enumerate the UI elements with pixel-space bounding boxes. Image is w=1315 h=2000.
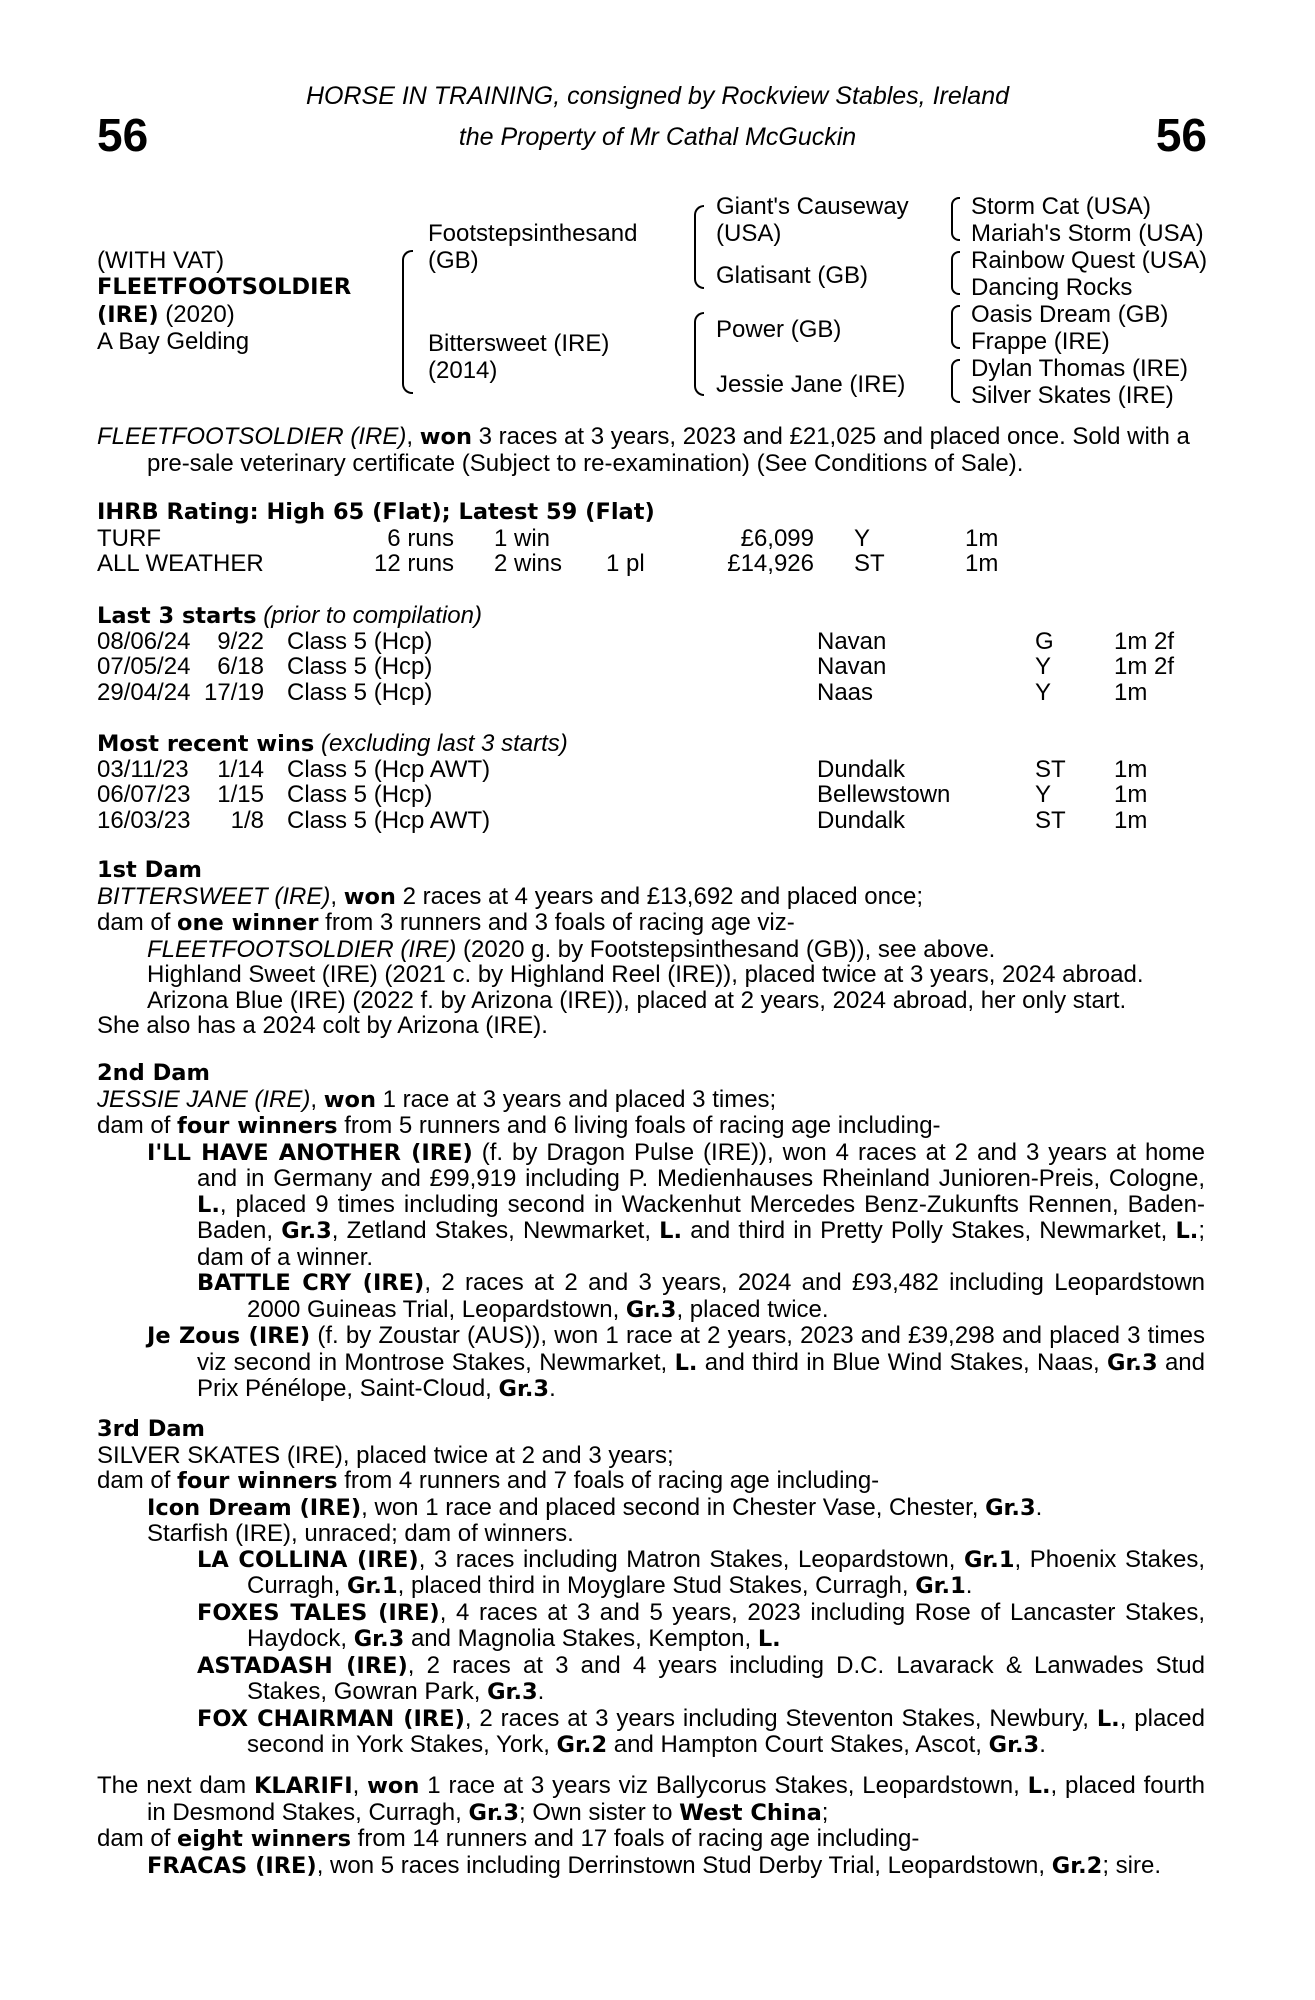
race-row: 16/03/23 1/8 Class 5 (Hcp AWT) Dundalk ST 1m [97,806,1148,834]
first-dam-section: 1st Dam BITTERSWEET (IRE), won 2 races at 4 years and £13,692 and placed once; dam of one winner from 3 runners and 3 foals of racing age viz- FLEETFOOTSOLDIER (IRE) (2020 g. by Footstepsinthesand (GB)), see above. Highland Sweet (IRE) (2021 c. by Highland Reel (IRE)), placed twice at 3 years, 2024 abroad. Arizona Blue (IRE) (2022 f. by Arizona (IRE)), placed at 2 years, 2024 abroad, her only start. She also has a 2024 colt by Arizona (IRE). [97,858,1205,1039]
foal-entry: Highland Sweet (IRE) (2021 c. by Highland Reel (IRE)), placed twice at 3 years, 2024 abroad. [147,961,1144,988]
progeny-entry: I'LL HAVE ANOTHER (IRE) (f. by Dragon Pulse (IRE)), won 4 races at 2 and 3 years at home and in Germany and £99,919 including P. Medienhauses Rheinland Junioren-Preis, Cologne, L., placed 9 times including second in Wackenhut Mercedes Benz-Zukunfts Rennen, Baden-Baden, Gr.3, Zetland Stakes, Newmarket, L. and third in Pretty Polly Stakes, Newmarket, L.; dam of a winner. [147,1138,1205,1271]
owner-line: the Property of Mr Cathal McGuckin [458,123,857,151]
race-row: 29/04/24 17/19 Class 5 (Hcp) Naas Y 1m [97,678,1148,706]
pedigree-brace-1 [402,250,413,394]
progeny-entry: Je Zous (IRE) (f. by Zoustar (AUS)), won 1 race at 2 years, 2023 and £39,298 and placed 3 times viz second in Montrose Stakes, Newmarket, L. and third in Blue Wind Stakes, Naas, Gr.3 and Prix Pénélope, Saint-Cloud, Gr.3. [147,1322,1205,1402]
foal-entry: Arizona Blue (IRE) (2022 f. by Arizona (IRE)), placed at 2 years, 2024 abroad, her only start. [147,986,1127,1014]
second-dam-title: 2nd Dam [97,1060,210,1086]
horse-description: A Bay Gelding [97,328,250,355]
ihrb-row: ALL WEATHER 12 runs 2 wins 1 pl £14,926 ST 1m [97,550,999,577]
great-grandparent-2: Mariah's Storm (USA) [971,220,1204,247]
progeny-entry: BATTLE CRY (IRE), 2 races at 2 and 3 years, 2024 and £93,482 including Leopardstown 2000 Guineas Trial, Leopardstown, Gr.3, placed twice. [197,1269,1206,1323]
dam-name: Bittersweet (IRE) [428,330,610,357]
horse-origin-year: (IRE) (2020) [97,301,235,328]
consignor-line: HORSE IN TRAINING, consigned by Rockview Stables, Ireland [305,82,1010,110]
recent-wins-title: Most recent wins (excluding last 3 starts) [97,730,568,757]
pedigree-brace-2 [694,205,704,289]
great-grandparent-4: Dancing Rocks [971,274,1133,301]
great-grandparent-8: Silver Skates (IRE) [971,382,1174,409]
grandsire-1: Giant's Causeway [716,193,909,220]
pedigree-brace-7 [951,359,960,403]
intro-paragraph: FLEETFOOTSOLDIER (IRE), won 3 races at 3 years, 2023 and £21,025 and placed once. Sold with a pre-sale veterinary certificate (Subject to re-examination) (See Conditions of Sale). [97,423,1190,477]
last-3-title: Last 3 starts (prior to compilation) [97,602,482,629]
progeny-entry: FRACAS (IRE), won 5 races including Derrinstown Stud Derby Trial, Leopardstown, Gr.2; sire. [147,1851,1161,1879]
granddam-1: Glatisant (GB) [716,262,869,289]
granddam-2: Jessie Jane (IRE) [716,371,906,398]
ihrb-row: TURF 6 runs 1 win £6,099 Y 1m [97,524,999,552]
great-grandparent-6: Frappe (IRE) [971,328,1110,355]
intro-horse-name: FLEETFOOTSOLDIER (IRE) [97,423,407,450]
recent-wins-section [97,731,1205,833]
dam-year: (2014) [428,357,498,384]
third-dam-section: 3rd Dam SILVER SKATES (IRE), placed twice at 2 and 3 years; dam of four winners from 4 runners and 7 foals of racing age including- Icon Dream (IRE), won 1 race and placed second in Chester Vase, Chester, Gr.3. Starfish (IRE), unraced; dam of winners. LA COLLINA (IRE), 3 races including Matron Stakes, Leopardstown, Gr.1, Phoenix Stakes, Curragh, Gr.1, placed third in Moyglare Stud Stakes, Curragh, Gr.1. FOXES TALES (IRE), 4 races at 3 and 5 years, 2023 including Rose of Lancaster Stakes, Haydock, Gr.3 and Magnolia Stakes, Kempton, L. ASTADASH (IRE), 2 races at 3 and 4 years including D.C. Lavarack & Lanwades Stud Stakes, Gowran Park, Gr.3. FOX CHAIRMAN (IRE), 2 races at 3 years including Steventon Stakes, Newbury, L., placed second in York Stakes, York, Gr.2 and Hampton Court Stakes, Ascot, Gr.3. [97,1416,1206,1758]
ihrb-section [97,500,1205,577]
foal-note: She also has a 2024 colt by Arizona (IRE). [97,1012,548,1039]
great-grandparent-1: Storm Cat (USA) [971,193,1152,220]
ihrb-title: IHRB Rating: High 65 (Flat); Latest 59 (Flat) [97,499,655,525]
first-dam-title: 1st Dam [97,857,202,883]
progeny-entry: FOXES TALES (IRE), 4 races at 3 and 5 years, 2023 including Rose of Lancaster Stakes, Haydock, Gr.3 and Magnolia Stakes, Kempton, L. [197,1598,1205,1652]
progeny-entry: Icon Dream (IRE), won 1 race and placed second in Chester Vase, Chester, Gr.3. [147,1493,1043,1521]
foal-entry: FLEETFOOTSOLDIER (IRE) (2020 g. by Footstepsinthesand (GB)), see above. [147,935,996,963]
pedigree-brace-4 [951,197,960,241]
lot-number-right: 56 [1155,109,1207,161]
race-row: 07/05/24 6/18 Class 5 (Hcp) Navan Y 1m 2f [97,653,1175,680]
race-row: 06/07/23 1/15 Class 5 (Hcp) Bellewstown Y 1m [97,781,1148,808]
vat-label: (WITH VAT) [97,247,225,274]
second-dam-section: 2nd Dam JESSIE JANE (IRE), won 1 race at 3 years and placed 3 times; dam of four winners from 5 runners and 6 living foals of racing age including- I'LL HAVE ANOTHER (IRE) (f. by Dragon Pulse (IRE)), won 4 races at 2 and 3 years at home and in Germany and £99,919 including P. Medienhauses Rheinland Junioren-Preis, Cologne, L., placed 9 times including second in Wackenhut Mercedes Benz-Zukunfts Rennen, Baden-Baden, Gr.3, Zetland Stakes, Newmarket, L. and third in Pretty Polly Stakes, Newmarket, L.; dam of a winner. BATTLE CRY (IRE), 2 races at 2 and 3 years, 2024 and £93,482 including Leopardstown 2000 Guineas Trial, Leopardstown, Gr.3, placed twice. Je Zous (IRE) (f. by Zoustar (AUS)), won 1 race at 2 years, 2023 and £39,298 and placed 3 times viz second in Montrose Stakes, Newmarket, L. and third in Blue Wind Stakes, Naas, Gr.3 and Prix Pénélope, Saint-Cloud, Gr.3. [97,1060,1206,1402]
progeny-entry: Starfish (IRE), unraced; dam of winners. [147,1520,574,1547]
next-dam-section: The next dam KLARIFI, won 1 race at 3 years viz Ballycorus Stakes, Leopardstown, L., placed fourth in Desmond Stakes, Curragh, Gr.3; Own sister to West China; dam of eight winners from 14 runners and 17 foals of racing age including- FRACAS (IRE), won 5 races including Derrinstown Stud Derby Trial, Leopardstown, Gr.2; sire. [97,1772,1205,1879]
great-grandparent-5: Oasis Dream (GB) [971,301,1169,328]
grandsire-2: Power (GB) [716,316,842,343]
pedigree-brace-5 [951,251,960,295]
sire-name: Footstepsinthesand [428,220,638,247]
progeny-entry: FOX CHAIRMAN (IRE), 2 races at 3 years including Steventon Stakes, Newbury, L., placed second in York Stakes, York, Gr.2 and Hampton Court Stakes, Ascot, Gr.3. [197,1704,1206,1758]
third-dam-title: 3rd Dam [97,1416,205,1442]
great-grandparent-3: Rainbow Quest (USA) [971,247,1208,274]
great-grandparent-7: Dylan Thomas (IRE) [971,355,1188,382]
race-row: 08/06/24 9/22 Class 5 (Hcp) Navan G 1m 2f [97,627,1175,655]
pedigree-brace-6 [951,305,960,349]
grandsire-1-origin: (USA) [716,220,782,247]
lot-number-left: 56 [97,109,149,161]
progeny-entry: LA COLLINA (IRE), 3 races including Matron Stakes, Leopardstown, Gr.1, Phoenix Stakes, Curragh, Gr.1, placed third in Moyglare Stud Stakes, Curragh, Gr.1. [197,1545,1205,1599]
horse-name: FLEETFOOTSOLDIER [97,274,352,300]
last-3-starts-section [97,603,1205,705]
sire-origin: (GB) [428,247,479,274]
progeny-entry: ASTADASH (IRE), 2 races at 3 and 4 years including D.C. Lavarack & Lanwades Stud Stakes, Gowran Park, Gr.3. [197,1651,1205,1705]
race-row: 03/11/23 1/14 Class 5 (Hcp AWT) Dundalk ST 1m [97,755,1148,783]
pedigree-brace-3 [694,312,704,396]
